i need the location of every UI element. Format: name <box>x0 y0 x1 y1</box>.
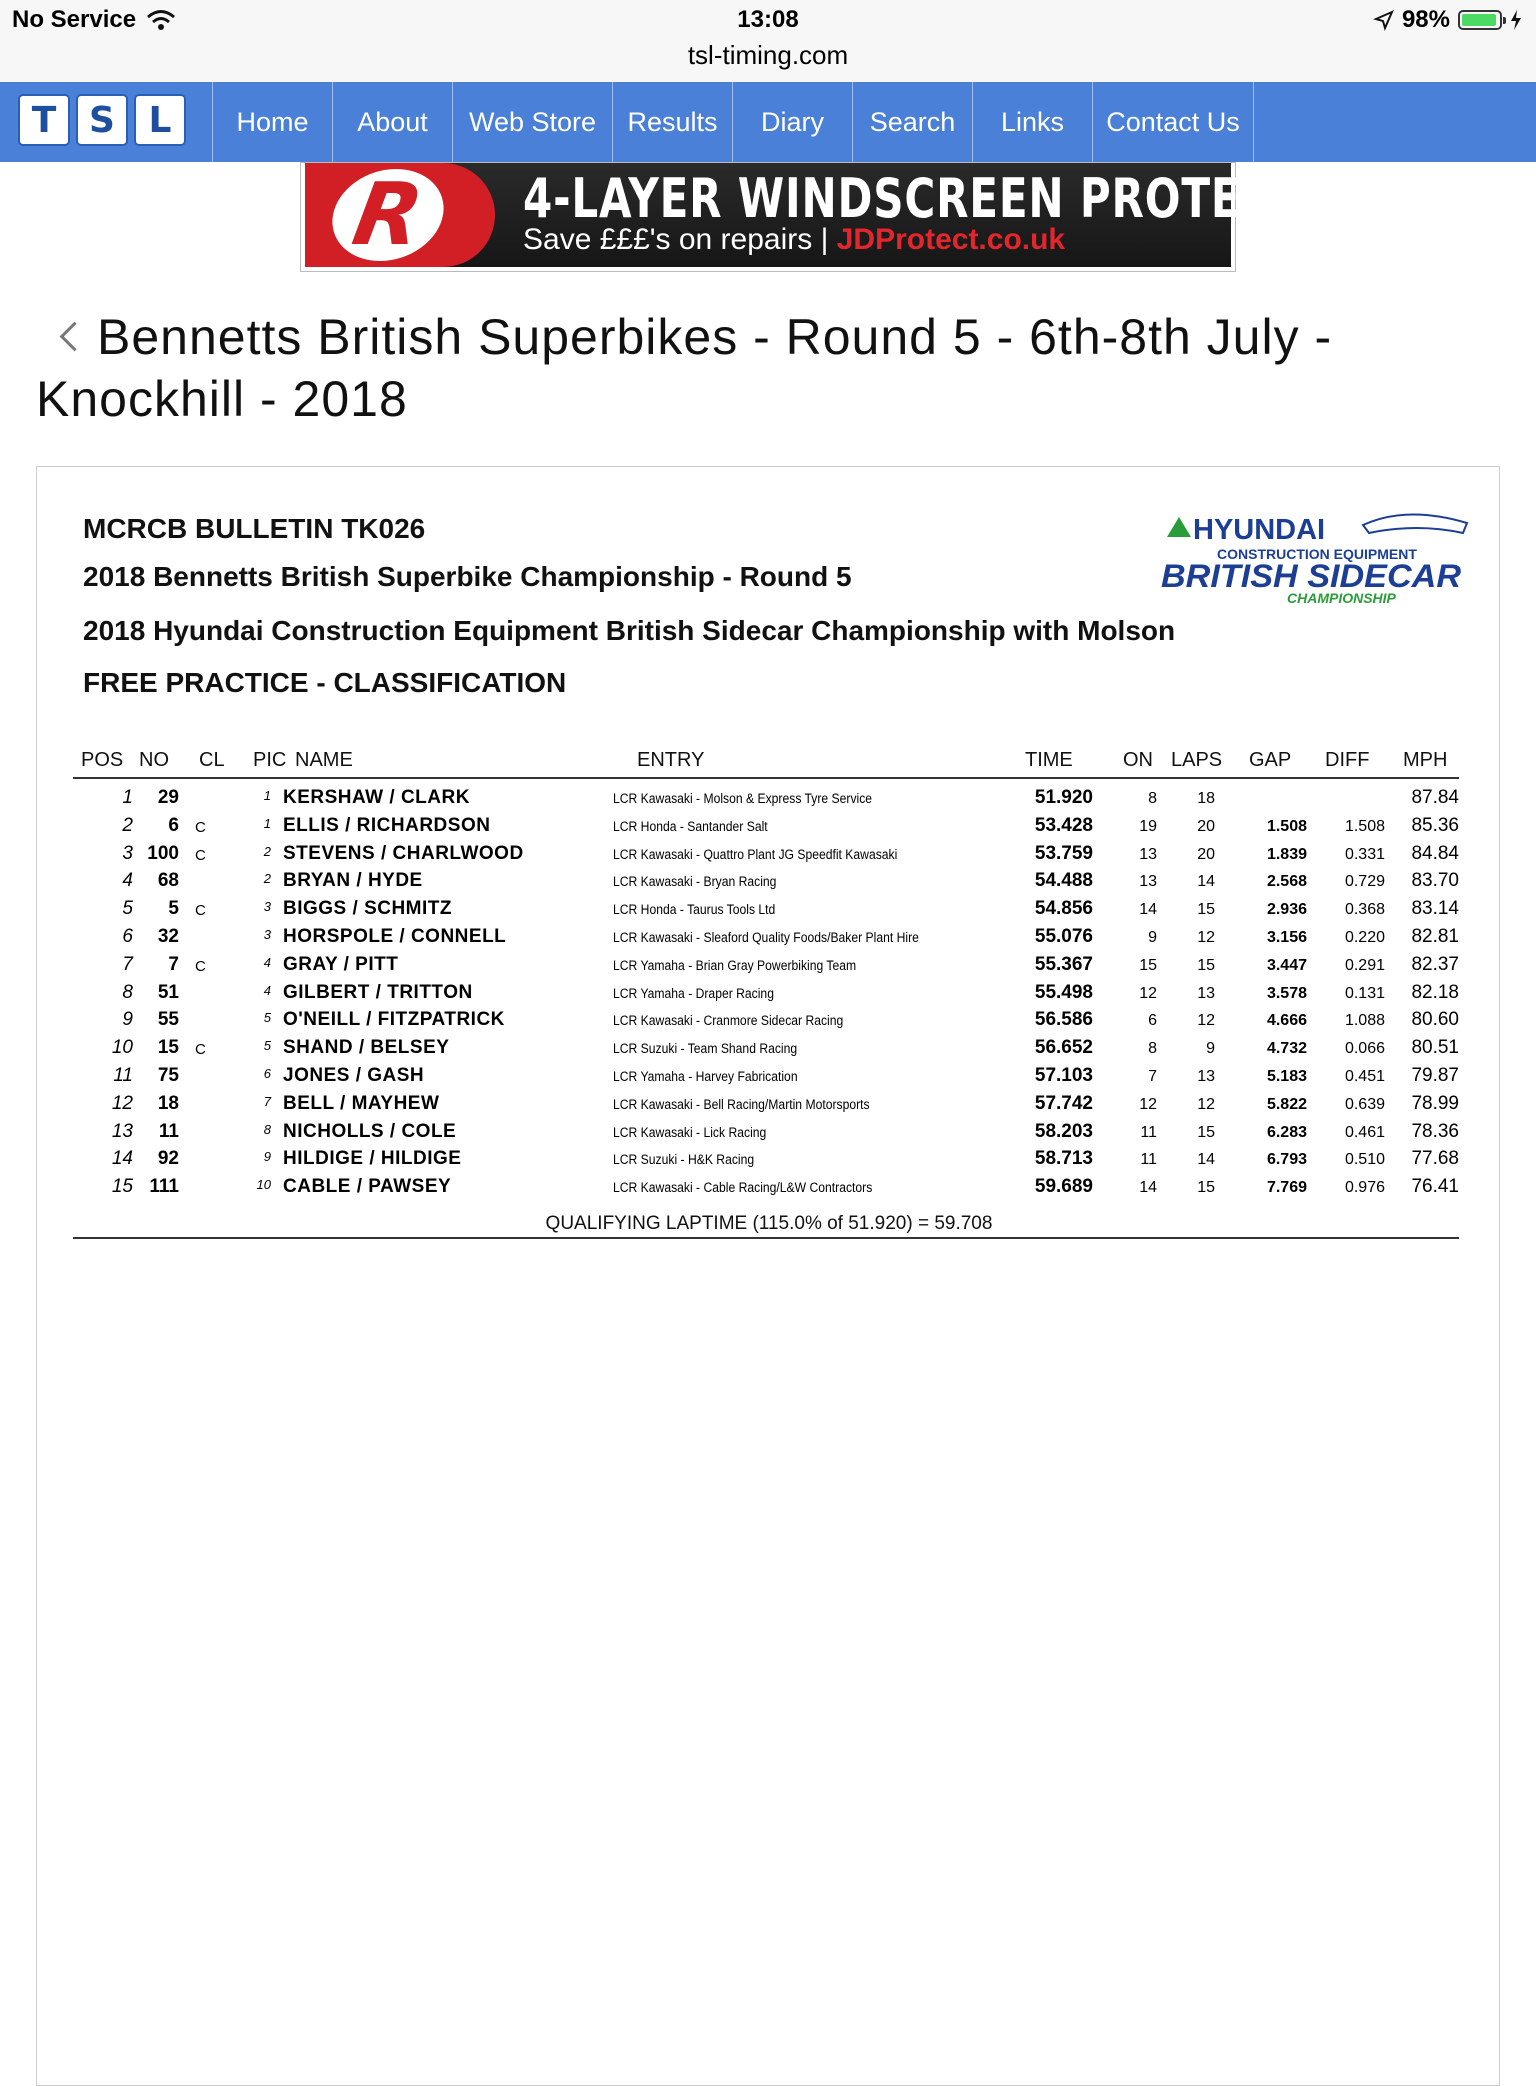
row-pos: 6 <box>122 925 133 947</box>
row-on: 11 <box>1140 1123 1157 1141</box>
row-pic: 1 <box>263 788 271 803</box>
row-entry: LCR Kawasaki - Molson & Express Tyre Service <box>613 791 873 806</box>
row-pos: 15 <box>111 1176 133 1198</box>
row-no: 111 <box>149 1176 179 1198</box>
row-on: 13 <box>1139 873 1157 891</box>
row-on: 11 <box>1140 1151 1157 1169</box>
nav-menu <box>212 82 1254 162</box>
ad-banner-body <box>305 163 1391 267</box>
row-no: 11 <box>158 1120 179 1142</box>
row-mph: 82.37 <box>1411 953 1459 975</box>
hyundai-sidecar-logo <box>1137 503 1497 606</box>
col-header-laps: LAPS <box>1171 749 1223 771</box>
row-cl: C <box>195 1041 206 1059</box>
row-gap: 6.283 <box>1266 1123 1307 1141</box>
row-pic: 3 <box>263 899 271 915</box>
row-on: 8 <box>1148 1040 1157 1058</box>
row-mph: 83.14 <box>1411 898 1459 920</box>
row-name: STEVENS / CHARLWOOD <box>283 842 524 864</box>
row-mph: 77.68 <box>1411 1148 1459 1170</box>
table-row <box>73 1174 1459 1202</box>
row-entry: LCR Kawasaki - Cable Racing/L&W Contractors <box>613 1180 873 1196</box>
row-time: 55.498 <box>1034 981 1093 1003</box>
row-name: GILBERT / TRITTON <box>283 981 473 1003</box>
col-header-pic: PIC <box>253 749 287 771</box>
row-on: 8 <box>1148 790 1157 807</box>
col-header-time: TIME <box>1025 749 1073 771</box>
row-gap: 6.793 <box>1266 1151 1307 1169</box>
ad-subline <box>523 223 1065 257</box>
charging-bolt-icon <box>1510 10 1522 30</box>
row-name: JONES / GASH <box>283 1064 425 1086</box>
col-header-entry: ENTRY <box>637 749 705 771</box>
row-entry: LCR Kawasaki - Sleaford Quality Foods/Baker Plant Hire <box>613 929 919 945</box>
row-pos: 4 <box>122 870 133 892</box>
row-gap: 5.822 <box>1266 1095 1307 1113</box>
row-laps: 15 <box>1197 1123 1215 1141</box>
nav-home[interactable]: Home <box>212 82 332 162</box>
row-mph: 83.70 <box>1411 870 1459 892</box>
row-laps: 18 <box>1197 790 1215 807</box>
logo-letter-l: L <box>134 94 186 146</box>
carrier-label: No Service <box>12 6 137 33</box>
row-time: 58.203 <box>1034 1120 1093 1142</box>
row-pos: 3 <box>122 842 133 864</box>
row-entry: LCR Yamaha - Brian Gray Powerbiking Team <box>613 957 857 973</box>
row-name: NICHOLLS / COLE <box>283 1120 457 1142</box>
row-diff: 0.368 <box>1344 901 1385 919</box>
table-row <box>73 980 1459 1008</box>
results-document <box>36 466 1500 2086</box>
table-row <box>73 952 1459 980</box>
row-gap: 4.732 <box>1266 1040 1307 1058</box>
row-cl: C <box>195 902 206 920</box>
row-pos: 2 <box>122 814 133 836</box>
row-name: SHAND / BELSEY <box>283 1037 450 1059</box>
clock: 13:08 <box>737 6 799 33</box>
row-on: 14 <box>1139 1179 1157 1197</box>
sidecar-championship-title: 2018 Hyundai Construction Equipment British Sidecar Championship with Molson <box>83 615 1176 646</box>
row-pic: 4 <box>263 982 271 998</box>
row-cl: C <box>195 957 206 975</box>
nav-about[interactable]: About <box>332 82 452 162</box>
row-entry: LCR Honda - Santander Salt <box>613 818 768 834</box>
row-pic: 7 <box>263 1093 271 1109</box>
row-name: O'NEILL / FITZPATRICK <box>283 1009 505 1031</box>
row-no: 68 <box>157 870 179 892</box>
row-pic: 10 <box>256 1177 271 1193</box>
row-no: 18 <box>157 1092 179 1114</box>
row-pic: 4 <box>263 954 271 970</box>
footer-rule <box>73 1237 1459 1239</box>
row-name: BIGGS / SCHMITZ <box>283 898 452 920</box>
row-name: HILDIGE / HILDIGE <box>283 1148 462 1170</box>
site-nav <box>0 82 1536 162</box>
row-entry: LCR Kawasaki - Quattro Plant JG Speedfit Kawasaki <box>613 846 898 862</box>
row-no: 5 <box>168 898 179 920</box>
row-diff: 0.639 <box>1344 1095 1385 1113</box>
qualifying-laptime: QUALIFYING LAPTIME (115.0% of 51.920) = 59.708 <box>545 1213 993 1234</box>
url-bar[interactable]: tsl-timing.com <box>687 40 849 70</box>
col-header-on: ON <box>1123 749 1153 771</box>
row-mph: 80.60 <box>1411 1009 1459 1031</box>
col-header-gap: GAP <box>1249 749 1292 771</box>
row-diff: 0.220 <box>1344 928 1385 946</box>
row-mph: 79.87 <box>1411 1064 1459 1086</box>
col-header-diff: DIFF <box>1325 749 1370 771</box>
row-on: 12 <box>1139 1095 1157 1113</box>
sidecar-outline <box>1363 514 1467 533</box>
row-laps: 12 <box>1197 1095 1215 1113</box>
row-diff: 0.729 <box>1344 873 1385 891</box>
col-header-pos: POS <box>81 749 124 771</box>
table-row <box>73 1119 1459 1147</box>
row-time: 57.103 <box>1034 1064 1093 1086</box>
session-title: FREE PRACTICE - CLASSIFICATION <box>83 667 567 698</box>
table-row <box>73 1007 1459 1035</box>
row-entry: LCR Kawasaki - Bryan Racing <box>613 874 777 890</box>
location-arrow-icon <box>1374 10 1394 30</box>
row-gap: 3.447 <box>1266 956 1307 974</box>
row-pos: 5 <box>122 898 133 920</box>
row-no: 32 <box>157 925 179 947</box>
row-pic: 2 <box>263 843 271 859</box>
row-time: 56.652 <box>1034 1037 1093 1059</box>
col-header-mph: MPH <box>1403 749 1448 771</box>
championship-title: 2018 Bennetts British Superbike Championship - Round 5 <box>83 561 852 592</box>
row-no: 15 <box>157 1037 179 1059</box>
row-on: 14 <box>1139 901 1157 919</box>
row-laps: 15 <box>1197 1179 1215 1197</box>
row-no: 75 <box>157 1064 179 1086</box>
row-no: 51 <box>157 981 179 1003</box>
row-no: 55 <box>157 1009 179 1031</box>
col-header-cl: CL <box>199 749 225 771</box>
row-no: 7 <box>168 953 179 975</box>
row-gap: 1.839 <box>1266 845 1307 863</box>
row-entry: LCR Kawasaki - Cranmore Sidecar Racing <box>613 1013 844 1029</box>
row-laps: 20 <box>1197 845 1215 863</box>
row-time: 54.488 <box>1034 870 1093 892</box>
row-name: CABLE / PAWSEY <box>283 1176 452 1198</box>
table-row <box>73 1063 1459 1091</box>
row-no: 29 <box>157 787 179 808</box>
row-mph: 82.81 <box>1411 925 1459 947</box>
table-row <box>73 785 1459 813</box>
sponsor-brand: HYUNDAI <box>1193 514 1326 546</box>
row-pic: 1 <box>263 815 271 831</box>
row-no: 6 <box>168 814 179 836</box>
table-row <box>73 924 1459 952</box>
table-row <box>73 813 1459 841</box>
sponsor-sub: CONSTRUCTION EQUIPMENT <box>1217 546 1417 562</box>
row-time: 53.759 <box>1034 842 1093 864</box>
row-name: ELLIS / RICHARDSON <box>283 814 491 836</box>
page-title-text: Bennetts British Superbikes - Round 5 - 6th-8th July - Knockhill - 2018 <box>36 309 1333 427</box>
col-header-no: NO <box>139 749 169 771</box>
row-mph: 76.41 <box>1411 1176 1459 1198</box>
row-on: 13 <box>1139 845 1157 863</box>
row-pos: 13 <box>111 1120 133 1142</box>
ad-headline: 4-LAYER WINDSCREEN PROTECTION <box>523 167 1391 230</box>
row-name: HORSPOLE / CONNELL <box>283 925 507 947</box>
row-entry: LCR Suzuki - Team Shand Racing <box>613 1041 798 1057</box>
row-diff: 0.291 <box>1344 956 1385 974</box>
row-laps: 15 <box>1197 901 1215 919</box>
row-entry: LCR Kawasaki - Bell Racing/Martin Motorsports <box>613 1096 870 1112</box>
row-pos: 11 <box>113 1064 133 1086</box>
row-on: 7 <box>1148 1067 1157 1085</box>
row-gap: 2.568 <box>1266 873 1307 891</box>
nav-contact-us[interactable]: Contact Us <box>1092 82 1254 162</box>
row-gap: 2.936 <box>1266 901 1307 919</box>
row-gap: 3.156 <box>1266 928 1307 946</box>
row-laps: 9 <box>1206 1040 1215 1058</box>
row-pic: 6 <box>263 1065 271 1081</box>
row-laps: 12 <box>1197 928 1215 946</box>
row-name: KERSHAW / CLARK <box>283 787 470 808</box>
row-on: 15 <box>1139 956 1157 974</box>
status-bar <box>0 0 1536 83</box>
row-pos: 8 <box>122 981 133 1003</box>
sponsor-triangle <box>1167 517 1191 537</box>
row-gap: 5.183 <box>1266 1067 1307 1085</box>
tsl-logo[interactable] <box>18 94 186 146</box>
row-cl: C <box>195 818 206 836</box>
row-gap: 3.578 <box>1266 984 1307 1002</box>
row-mph: 84.84 <box>1411 842 1459 864</box>
row-gap: 1.508 <box>1266 817 1307 835</box>
ad-banner[interactable] <box>300 162 1391 272</box>
row-mph: 78.36 <box>1411 1120 1459 1142</box>
row-pos: 9 <box>122 1009 133 1031</box>
row-pos: 1 <box>122 787 133 808</box>
row-entry: LCR Kawasaki - Lick Racing <box>613 1124 767 1140</box>
row-pos: 12 <box>111 1092 133 1114</box>
nav-links[interactable]: Links <box>972 82 1092 162</box>
row-diff: 1.088 <box>1344 1012 1385 1030</box>
row-entry: LCR Yamaha - Draper Racing <box>613 985 774 1001</box>
battery-percent: 98% <box>1401 6 1450 33</box>
row-laps: 14 <box>1197 873 1215 891</box>
sponsor-main: BRITISH SIDECAR <box>1161 558 1461 594</box>
row-gap: 4.666 <box>1266 1012 1307 1030</box>
row-mph: 80.51 <box>1411 1037 1459 1059</box>
row-mph: 82.18 <box>1411 981 1459 1003</box>
row-pic: 9 <box>263 1149 271 1165</box>
row-time: 57.742 <box>1034 1092 1093 1114</box>
table-row <box>73 868 1459 896</box>
row-gap: 7.769 <box>1266 1179 1307 1197</box>
row-diff: 1.508 <box>1344 817 1385 835</box>
row-pic: 5 <box>263 1038 271 1054</box>
row-diff: 0.331 <box>1344 845 1385 863</box>
classification-table <box>73 785 1459 1202</box>
row-entry: LCR Yamaha - Harvey Fabrication <box>613 1068 798 1084</box>
row-pos: 7 <box>122 953 133 975</box>
row-pos: 10 <box>111 1037 133 1059</box>
row-mph: 78.99 <box>1411 1092 1459 1114</box>
row-pic: 2 <box>263 871 271 887</box>
row-no: 92 <box>157 1148 179 1170</box>
nav-diary[interactable]: Diary <box>732 82 852 162</box>
row-name: BRYAN / HYDE <box>283 870 423 892</box>
row-laps: 14 <box>1197 1151 1215 1169</box>
row-no: 100 <box>147 842 179 864</box>
row-time: 53.428 <box>1034 814 1093 836</box>
row-pos: 14 <box>111 1148 133 1170</box>
back-chevron-icon[interactable] <box>60 322 90 352</box>
row-diff: 0.510 <box>1344 1151 1385 1169</box>
battery-icon <box>1458 10 1502 30</box>
table-row <box>73 841 1459 869</box>
table-row <box>73 1146 1459 1174</box>
nav-results[interactable]: Results <box>612 82 732 162</box>
row-diff: 0.066 <box>1344 1040 1385 1058</box>
sponsor-tag: CHAMPIONSHIP <box>1287 590 1396 606</box>
row-laps: 15 <box>1197 956 1215 974</box>
logo-letter-s: S <box>76 94 128 146</box>
row-diff: 0.461 <box>1344 1123 1385 1141</box>
row-laps: 20 <box>1197 817 1215 835</box>
table-row <box>73 1035 1459 1063</box>
row-laps: 13 <box>1197 1067 1215 1085</box>
battery-status <box>1374 6 1522 34</box>
row-time: 55.367 <box>1034 953 1093 975</box>
row-on: 6 <box>1148 1012 1157 1030</box>
page-title <box>36 306 1506 430</box>
row-time: 55.076 <box>1034 925 1093 947</box>
row-name: BELL / MAYHEW <box>283 1092 440 1114</box>
table-row <box>73 896 1459 924</box>
ad-sub-text: Save £££'s on repairs | <box>523 223 829 256</box>
nav-web-store[interactable]: Web Store <box>452 82 612 162</box>
row-entry: LCR Suzuki - H&K Racing <box>613 1152 755 1168</box>
row-cl: C <box>195 846 206 864</box>
row-pic: 5 <box>263 1010 271 1026</box>
row-on: 9 <box>1148 928 1157 946</box>
row-entry: LCR Honda - Taurus Tools Ltd <box>613 902 776 918</box>
row-diff: 0.131 <box>1344 984 1385 1002</box>
row-time: 56.586 <box>1034 1009 1093 1031</box>
ad-link-text: JDProtect.co.uk <box>836 223 1066 256</box>
ad-r-logo: R <box>325 169 451 261</box>
row-laps: 13 <box>1197 984 1215 1002</box>
row-diff: 0.976 <box>1344 1179 1385 1197</box>
nav-search[interactable]: Search <box>852 82 972 162</box>
row-name: GRAY / PITT <box>283 953 399 975</box>
header-rule <box>73 777 1459 779</box>
row-pic: 3 <box>263 926 271 942</box>
logo-letter-t: T <box>18 94 70 146</box>
row-on: 19 <box>1139 817 1157 835</box>
row-mph: 87.84 <box>1411 787 1459 808</box>
row-pic: 8 <box>263 1121 271 1137</box>
bulletin-title: MCRCB BULLETIN TK026 <box>83 513 426 544</box>
row-time: 59.689 <box>1034 1176 1093 1198</box>
col-header-name: NAME <box>295 749 353 771</box>
row-time: 58.713 <box>1034 1148 1093 1170</box>
row-time: 54.856 <box>1034 898 1093 920</box>
row-mph: 85.36 <box>1411 814 1459 836</box>
row-time: 51.920 <box>1034 787 1093 808</box>
row-diff: 0.451 <box>1344 1067 1385 1085</box>
table-row <box>73 1091 1459 1119</box>
row-on: 12 <box>1139 984 1157 1002</box>
row-laps: 12 <box>1197 1012 1215 1030</box>
